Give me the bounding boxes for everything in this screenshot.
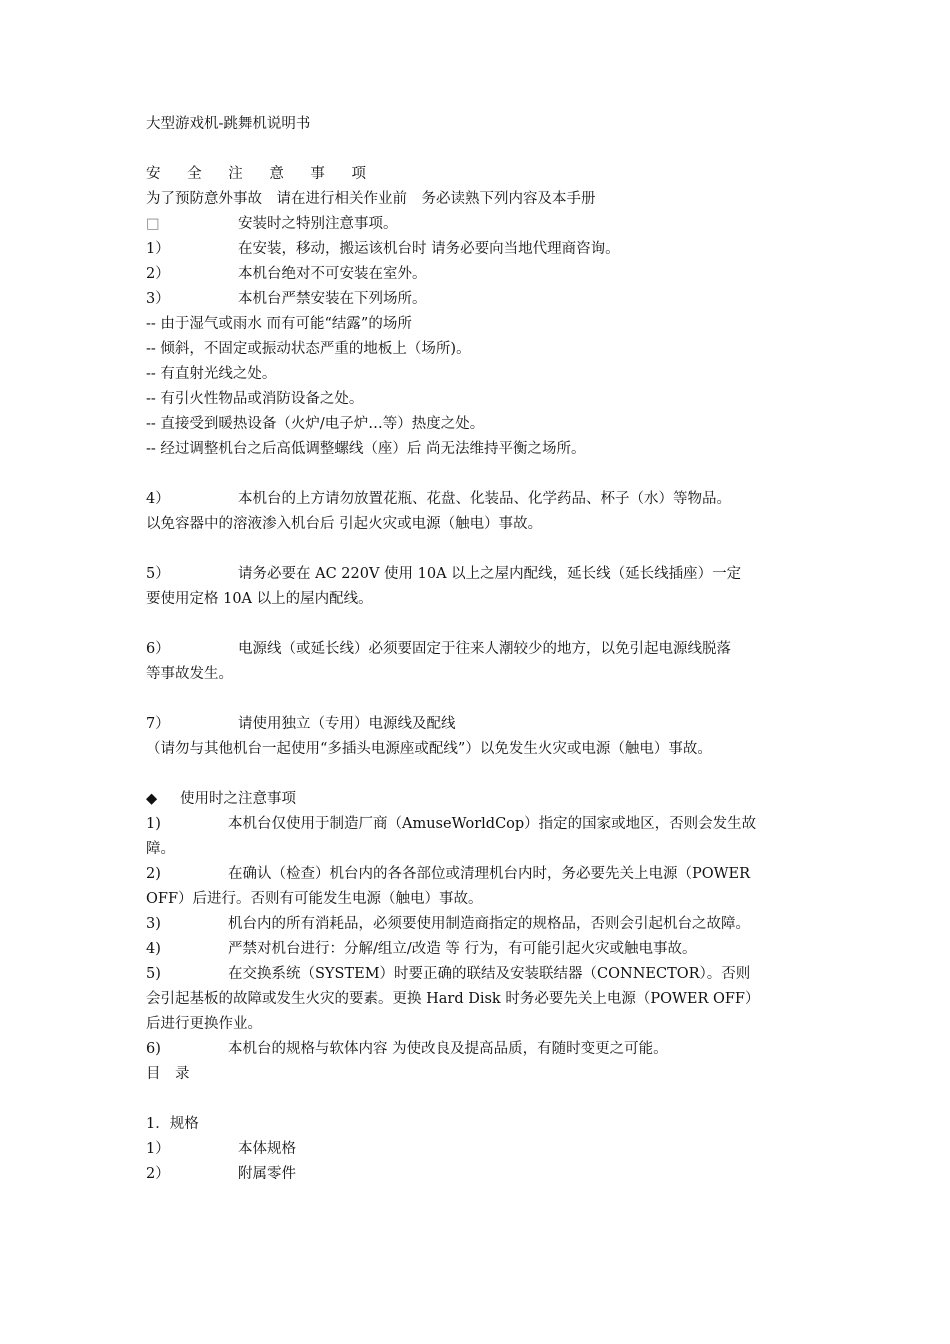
item-number: 2） [146,1166,170,1182]
toc-item-1 [146,1137,810,1162]
item-text: 本机台严禁安装在下列场所。 [238,291,427,307]
usage-heading-line [146,787,810,812]
document-title: 大型游戏机-跳舞机说明书 [146,116,311,132]
install-heading: 安装时之特别注意事项。 [238,216,398,232]
item-text: 附属零件 [238,1166,296,1182]
safety-item-5-cont: 要使用定格 10A 以上的屋内配线。 [146,591,373,607]
usage-item-1-cont: 障。 [146,841,175,857]
usage-item-1 [146,812,810,837]
safety-item-7-cont: （请勿与其他机台一起使用“多插头电源座或配线”）以免发生火灾或电源（触电）事故。 [146,741,712,757]
safety-item-2 [146,262,810,287]
usage-item-5-cont2: 后进行更换作业。 [146,1016,262,1032]
item-number: 6） [146,641,170,657]
item-number: 4） [146,491,170,507]
item-number: 1) [146,816,161,832]
item-number: 7） [146,716,170,732]
item-text: 在安装，移动，搬运该机台时 请务必要向当地代理商咨询。 [238,241,620,257]
dash-item: -- 有引火性物品或消防设备之处。 [146,391,364,407]
safety-item-6 [146,637,810,662]
safety-item-4-cont: 以免容器中的溶液渗入机台后 引起火灾或电源（触电）事故。 [146,516,543,532]
toc-heading: 目 录 [146,1066,190,1082]
safety-item-7 [146,712,810,737]
item-number: 5) [146,966,161,982]
item-number: 2) [146,866,161,882]
diamond-bullet-icon: ◆ [146,791,158,807]
dash-item: -- 有直射光线之处。 [146,366,277,382]
toc-item-2 [146,1162,810,1187]
item-number: 1） [146,241,170,257]
item-text: 本机台的上方请勿放置花瓶、花盘、化装品、化学药品、杯子（水）等物品。 [238,491,731,507]
dash-item: -- 直接受到暖热设备（火炉/电子炉…等）热度之处。 [146,416,485,432]
safety-item-6-cont: 等事故发生。 [146,666,233,682]
item-number: 4) [146,941,161,957]
usage-item-2-cont: OFF）后进行。否则有可能发生电源（触电）事故。 [146,891,483,907]
item-number: 6) [146,1041,161,1057]
usage-item-5-cont: 会引起基板的故障或发生火灾的要素。更换 Hard Disk 时务必要先关上电源（POWER OFF） [146,991,760,1007]
item-text: 在交换系统（SYSTEM）时要正确的联结及安装联结器（CONNECTOR）。否则 [228,966,751,982]
safety-item-1 [146,237,810,262]
item-text: 在确认（检查）机台内的各各部位或清理机台内时，务必要先关上电源（POWER [228,866,751,882]
item-number: 3) [146,916,161,932]
item-text: 请使用独立（专用）电源线及配线 [238,716,456,732]
checkbox-glyph-icon: □ [146,216,160,232]
dash-item: -- 倾斜，不固定或振动状态严重的地板上（场所)。 [146,341,471,357]
usage-item-6 [146,1037,810,1062]
dash-item: -- 由于湿气或雨水 而有可能“结露”的场所 [146,316,412,332]
usage-item-5 [146,962,810,987]
manual-page [146,112,810,1187]
item-number: 1） [146,1141,170,1157]
item-text: 机台内的所有消耗品，必须要使用制造商指定的规格品，否则会引起机台之故障。 [228,916,750,932]
item-text: 本体规格 [238,1141,296,1157]
usage-heading: 使用时之注意事项 [180,791,296,807]
item-number: 3） [146,291,170,307]
item-text: 请务必要在 AC 220V 使用 10A 以上之屋内配线，延长线（延长线插座）一定 [238,566,742,582]
install-heading-line [146,212,810,237]
safety-item-4 [146,487,810,512]
safety-intro: 为了预防意外事故 请在进行相关作业前 务必读熟下列内容及本手册 [146,191,596,207]
usage-item-2 [146,862,810,887]
usage-item-4 [146,937,810,962]
safety-heading: 安 全 注 意 事 项 [146,166,378,182]
item-text: 本机台的规格与软体内容 为使改良及提高品质，有随时变更之可能。 [228,1041,668,1057]
item-number: 2） [146,266,170,282]
safety-item-5 [146,562,810,587]
item-number: 5） [146,566,170,582]
item-text: 严禁对机台进行：分解/组立/改造 等 行为，有可能引起火灾或触电事故。 [228,941,697,957]
dash-item: -- 经过调整机台之后高低调整螺线（座）后 尚无法维持平衡之场所。 [146,441,586,457]
toc-section-1: 1．规格 [146,1116,199,1132]
usage-item-3 [146,912,810,937]
item-text: 电源线（或延长线）必须要固定于往来人潮较少的地方，以免引起电源线脱落 [238,641,731,657]
item-text: 本机台绝对不可安装在室外。 [238,266,427,282]
safety-item-3 [146,287,810,312]
item-text: 本机台仅使用于制造厂商（AmuseWorldCop）指定的国家或地区，否则会发生故 [228,816,757,832]
